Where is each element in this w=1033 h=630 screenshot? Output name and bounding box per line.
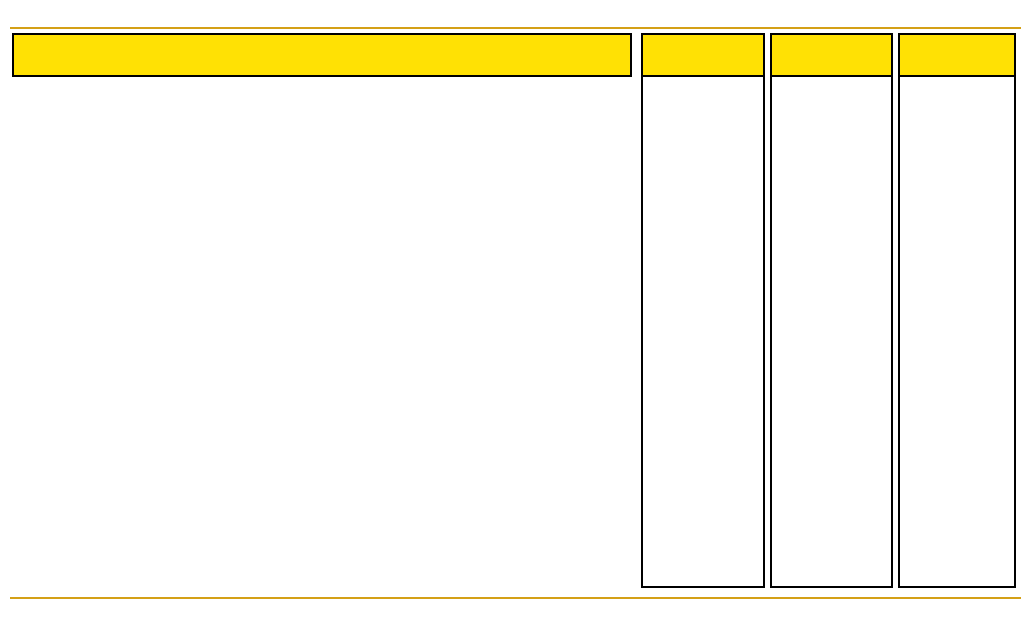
bottom-rule-divider bbox=[10, 597, 1021, 599]
source-note bbox=[14, 604, 28, 619]
